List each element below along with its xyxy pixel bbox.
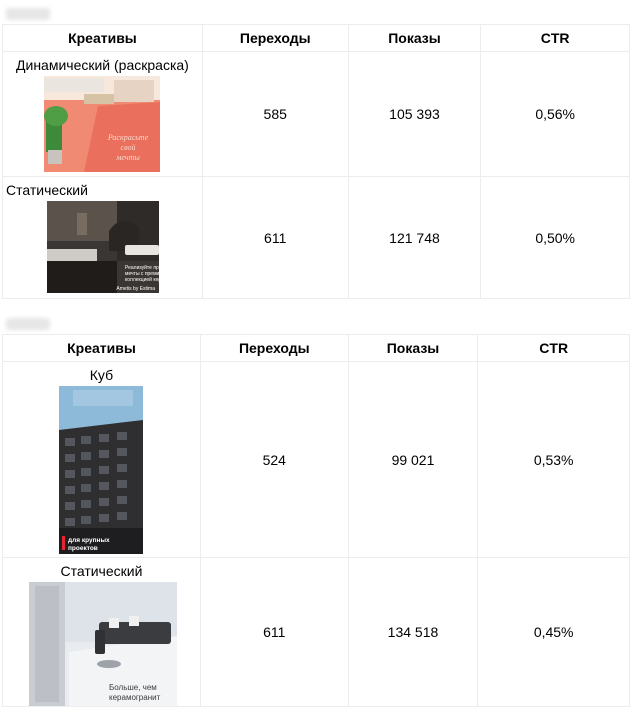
svg-text:коллекцией керамогранита: коллекцией керамогранита	[125, 277, 189, 283]
svg-text:Ametis by Estima: Ametis by Estima	[116, 286, 155, 292]
header-impressions: Показы	[348, 335, 478, 362]
header-ctr: CTR	[478, 335, 630, 362]
svg-text:Раскрасьте: Раскрасьте	[108, 133, 149, 142]
impressions-cell: 134 518	[348, 558, 478, 707]
clicks-cell: 524	[200, 362, 348, 558]
creative-name: Куб	[89, 367, 114, 383]
header-clicks: Переходы	[200, 335, 348, 362]
creative-cell	[3, 177, 203, 299]
creative-name: Статический	[6, 182, 88, 198]
svg-text:Больше, чем: Больше, чем	[109, 683, 157, 692]
header-creatives: Креативы	[3, 25, 203, 52]
table-row	[3, 177, 630, 299]
creative-name: Статический	[60, 563, 143, 579]
clicks-cell: 611	[200, 558, 348, 707]
table-header-row	[3, 25, 630, 52]
svg-text:для крупных: для крупных	[68, 537, 111, 544]
table-row	[3, 558, 630, 707]
ctr-cell: 0,50%	[481, 177, 630, 299]
impressions-cell: 105 393	[348, 52, 481, 177]
impressions-cell: 121 748	[348, 177, 481, 299]
creative-thumbnail	[59, 386, 143, 554]
svg-text:Реализуйте проект вашей: Реализуйте проект вашей	[125, 265, 186, 271]
svg-text:мечты с премиальной: мечты с премиальной	[125, 271, 176, 277]
svg-text:керамогранит: керамогранит	[109, 693, 161, 702]
blurred-section-caption	[6, 318, 50, 330]
clicks-cell: 611	[202, 177, 348, 299]
blurred-section-caption	[6, 8, 50, 20]
metrics-table-2	[2, 334, 630, 707]
header-impressions: Показы	[348, 25, 481, 52]
table-row	[3, 52, 630, 177]
table-header-row	[3, 335, 630, 362]
ctr-cell: 0,53%	[478, 362, 630, 558]
creative-cell	[3, 362, 201, 558]
impressions-cell: 99 021	[348, 362, 478, 558]
header-clicks: Переходы	[202, 25, 348, 52]
header-ctr: CTR	[481, 25, 630, 52]
creative-thumbnail	[47, 201, 189, 293]
table-row	[3, 362, 630, 558]
creative-name: Динамический (раскраска)	[16, 57, 189, 73]
ctr-cell: 0,45%	[478, 558, 630, 707]
header-creatives: Креативы	[3, 335, 201, 362]
svg-text:мечты: мечты	[116, 153, 141, 162]
metrics-table-1	[2, 24, 630, 299]
creative-thumbnail	[29, 582, 177, 706]
svg-text:проектов: проектов	[68, 545, 99, 552]
ctr-cell: 0,56%	[481, 52, 630, 177]
creative-cell	[3, 558, 201, 707]
creative-thumbnail	[44, 76, 160, 172]
creative-cell	[3, 52, 203, 177]
svg-text:свой: свой	[120, 143, 136, 152]
clicks-cell: 585	[202, 52, 348, 177]
